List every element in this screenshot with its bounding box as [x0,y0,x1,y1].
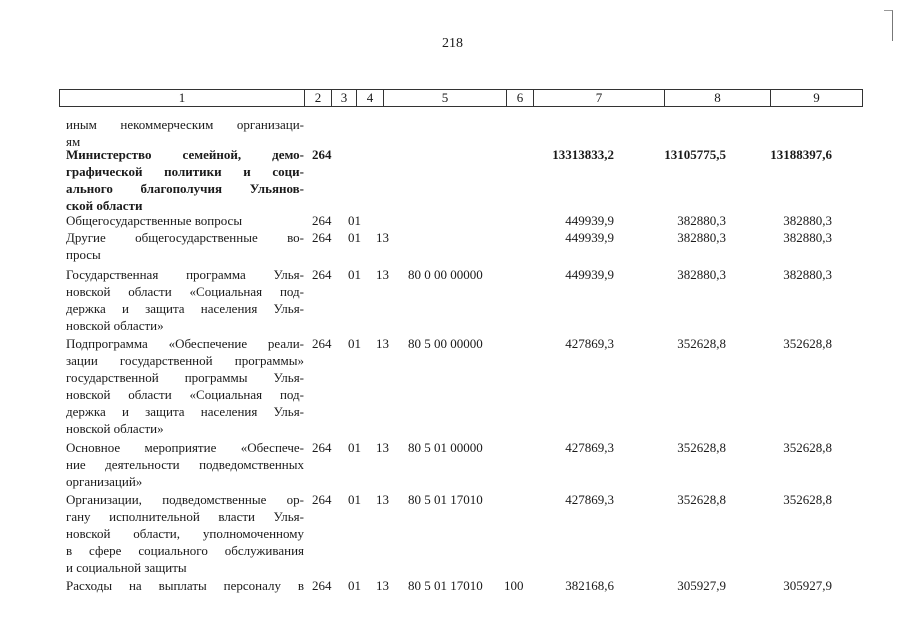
cell-col3: 01 [348,230,361,245]
cell-col9: 382880,3 [783,213,832,228]
cell-col8: 352628,8 [677,492,726,507]
row-description: Расходы на выплаты персоналу в [66,578,304,593]
cell-col9: 382880,3 [783,267,832,282]
cell-col3: 01 [348,267,361,282]
cell-col7: 427869,3 [565,440,614,455]
cell-col2: 264 [312,230,332,245]
cell-col2: 264 [312,213,332,228]
cell-col4: 13 [376,336,389,351]
cell-col5: 80 5 00 00000 [408,336,483,351]
row-description: Подпрограмма «Обеспечение реали- зации государственной программы» государственной программы Улья- новской области «Социальная под- держка и защита населения Улья- новской области» [66,336,304,436]
column-header-4: 4 [357,90,384,107]
cell-col7: 13313833,2 [552,147,614,162]
row-description: Общегосударственные вопросы [66,213,243,228]
cell-col8: 305927,9 [677,578,726,593]
cell-col8: 352628,8 [677,336,726,351]
column-header-3: 3 [332,90,357,107]
cell-col4: 13 [376,230,389,245]
cell-col5: 80 5 01 00000 [408,440,483,455]
cell-col5: 80 0 00 00000 [408,267,483,282]
cell-col8: 382880,3 [677,213,726,228]
column-header-7: 7 [534,90,665,107]
cell-col2: 264 [312,147,332,162]
column-header-table [59,89,863,107]
cell-col3: 01 [348,213,361,228]
cell-col3: 01 [348,336,361,351]
column-header-2: 2 [305,90,332,107]
cell-col2: 264 [312,336,332,351]
cell-col5: 80 5 01 17010 [408,492,483,507]
cell-col7: 427869,3 [565,336,614,351]
cell-col3: 01 [348,440,361,455]
row-description: иным некоммерческим организаци- ям [66,117,304,149]
cell-col9: 352628,8 [783,440,832,455]
cell-col4: 13 [376,578,389,593]
cell-col7: 427869,3 [565,492,614,507]
row-description: Основное мероприятие «Обеспече- ние деятельности подведомственных организаций» [66,440,304,489]
cell-col9: 305927,9 [783,578,832,593]
page-number: 218 [442,36,463,51]
cell-col7: 449939,9 [565,213,614,228]
cell-col8: 382880,3 [677,230,726,245]
cell-col4: 13 [376,440,389,455]
cell-col2: 264 [312,440,332,455]
cell-col9: 382880,3 [783,230,832,245]
column-header-6: 6 [507,90,534,107]
cell-col8: 382880,3 [677,267,726,282]
column-header-1: 1 [60,90,305,107]
cell-col8: 13105775,5 [664,147,726,162]
cell-col4: 13 [376,492,389,507]
row-description: Организации, подведомственные ор- гану исполнительной власти Улья- новской области, уполномоченному в сфере социального обслуживания и социальной защиты [66,492,304,575]
row-description: Государственная программа Улья- новской области «Социальная под- держка и защита населения Улья- новской области» [66,267,304,333]
column-header-9: 9 [771,90,863,107]
cell-col7: 449939,9 [565,267,614,282]
cell-col8: 352628,8 [677,440,726,455]
cell-col9: 352628,8 [783,492,832,507]
cell-col7: 382168,6 [565,578,614,593]
row-description: Другие общегосударственные во- просы [66,230,304,262]
cell-col2: 264 [312,578,332,593]
cell-col3: 01 [348,492,361,507]
column-header-row [60,90,863,107]
column-header-5: 5 [384,90,507,107]
cell-col4: 13 [376,267,389,282]
cell-col5: 80 5 01 17010 [408,578,483,593]
cell-col2: 264 [312,492,332,507]
cell-col2: 264 [312,267,332,282]
cell-col9: 352628,8 [783,336,832,351]
row-description: Министерство семейной, демо- графической политики и соци- ального благополучия Ульянов- ской области [66,147,304,213]
column-header-8: 8 [665,90,771,107]
cell-col3: 01 [348,578,361,593]
cell-col6: 100 [504,578,524,593]
cell-col7: 449939,9 [565,230,614,245]
cell-col9: 13188397,6 [770,147,832,162]
